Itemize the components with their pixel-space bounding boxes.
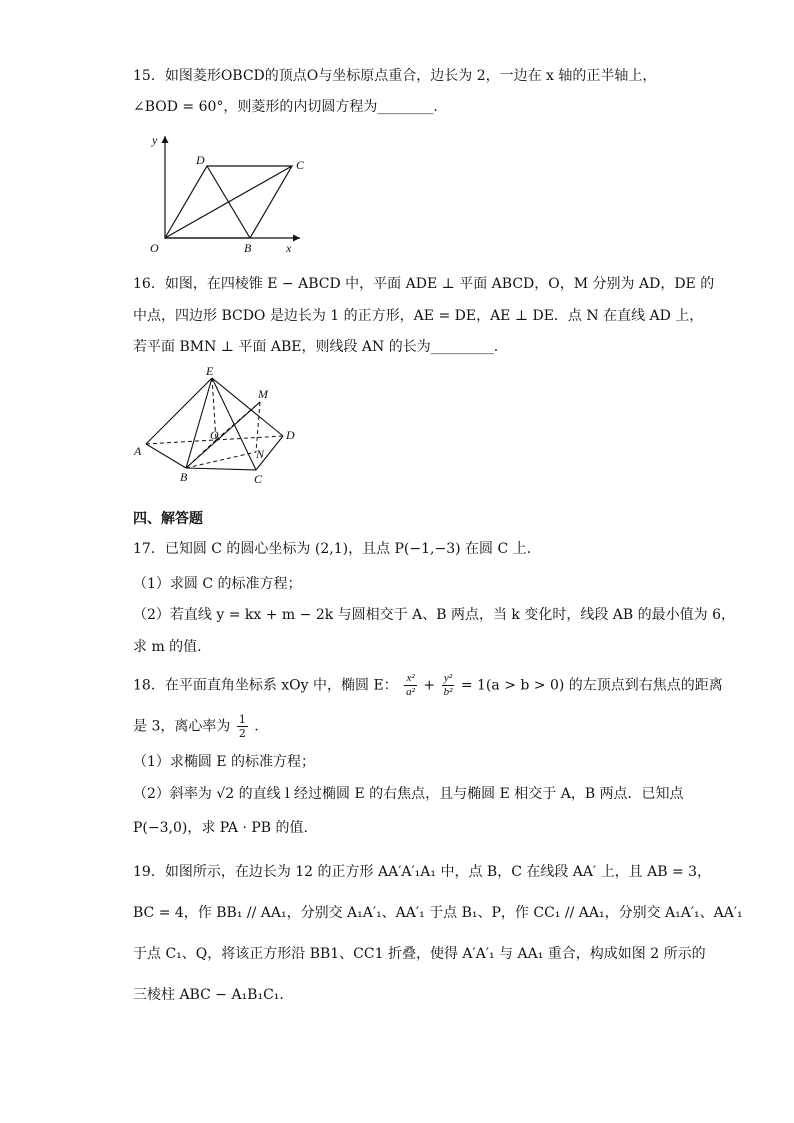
q16-line-1: 16．如图，在四棱锥 E − ABCD 中，平面 ADE ⊥ 平面 ABCD，O，M 分别为 AD，DE 的 (133, 276, 715, 292)
section-heading: 四、解答题 (133, 511, 203, 527)
pyramid-figure (128, 364, 308, 486)
q19-line-2: BC = 4，作 BB₁ // AA₁，分别交 A₁A′₁、AA′₁ 于点 B₁、P，作 CC₁ // AA₁，分别交 A₁A′₁、AA′₁ (133, 905, 743, 921)
plus-sign: + (423, 677, 436, 694)
label-e: E (206, 364, 214, 378)
label-d: D (196, 153, 205, 167)
rhombus-figure (140, 128, 310, 258)
label-x: x (286, 241, 292, 255)
label-o2: O (210, 428, 219, 442)
q15-line-1: 15．如图菱形OBCD的顶点O与坐标原点重合，边长为 2，一边在 x 轴的正半轴上， (133, 68, 657, 84)
q17-line-1: 17．已知圆 C 的圆心坐标为 (2,1)，且点 P(−1,−3) 在圆 C 上. (133, 541, 532, 557)
label-b2: B (180, 470, 188, 484)
q19-line-4: 三棱柱 ABC − A₁B₁C₁. (133, 987, 284, 1003)
fraction-x2-a2 (404, 672, 417, 699)
q19-line-3: 于点 C₁、Q，将该正方形沿 BB1、CC1 折叠，使得 A′A′₁ 与 AA₁ 重合，构成如图 2 所示的 (133, 946, 706, 962)
label-n: N (256, 447, 265, 461)
fraction-denominator: a² (406, 686, 415, 698)
fraction-denominator: b² (443, 686, 453, 698)
label-m: M (258, 387, 268, 401)
fraction-numerator: 1 (238, 713, 246, 726)
q16-line-3: 若平面 BMN ⊥ 平面 ABE，则线段 AN 的长为_________. (133, 339, 499, 355)
fraction-numerator: y² (442, 672, 455, 686)
label-c: C (296, 158, 305, 172)
fraction-one-half (237, 713, 248, 740)
fraction-denominator: 2 (238, 727, 246, 740)
q18-line-1 (133, 672, 723, 699)
q17-line-2: （1）求圆 C 的标准方程； (133, 576, 302, 592)
q18-line-1-end: = 1(a > b > 0) 的左顶点到右焦点的距离 (460, 677, 723, 694)
q16-line-2: 中点，四边形 BCDO 是边长为 1 的正方形，AE = DE，AE ⊥ DE．点 N 在直线 AD 上， (133, 308, 704, 324)
label-d2: D (286, 428, 295, 442)
label-b: B (244, 241, 252, 255)
q17-line-3: （2）若直线 y = kx + m − 2k 与圆相交于 A、B 两点，当 k 变化时，线段 AB 的最小值为 6， (133, 607, 735, 623)
label-c2: C (254, 472, 263, 486)
q15-line-2: ∠BOD = 60°，则菱形的内切圆方程为________. (133, 99, 438, 115)
fraction-numerator: x² (404, 672, 417, 686)
q18-line-5: P(−3,0)，求 PA · PB 的值. (133, 820, 308, 836)
q18-line-2-end: . (254, 718, 259, 735)
fraction-y2-b2 (442, 672, 455, 699)
q17-line-4: 求 m 的值. (133, 639, 202, 655)
q18-line-4: （2）斜率为 √2 的直线 l 经过椭圆 E 的右焦点，且与椭圆 E 相交于 A，B 两点．已知点 (133, 786, 684, 802)
label-y: y (152, 133, 158, 147)
q18-line-2 (133, 713, 259, 740)
q18-line-2-start: 是 3，离心率为 (133, 718, 231, 735)
diagonal-db (207, 166, 250, 238)
q18-line-1-start: 18．在平面直角坐标系 xOy 中，椭圆 E： (133, 677, 398, 694)
label-a: A (134, 444, 142, 458)
q18-line-3: （1）求椭圆 E 的标准方程； (133, 754, 316, 770)
q19-line-1: 19．如图所示，在边长为 12 的正方形 AA′A′₁A₁ 中，点 B，C 在线段 AA′ 上，且 AB = 3， (133, 864, 712, 880)
label-o: O (150, 241, 159, 255)
